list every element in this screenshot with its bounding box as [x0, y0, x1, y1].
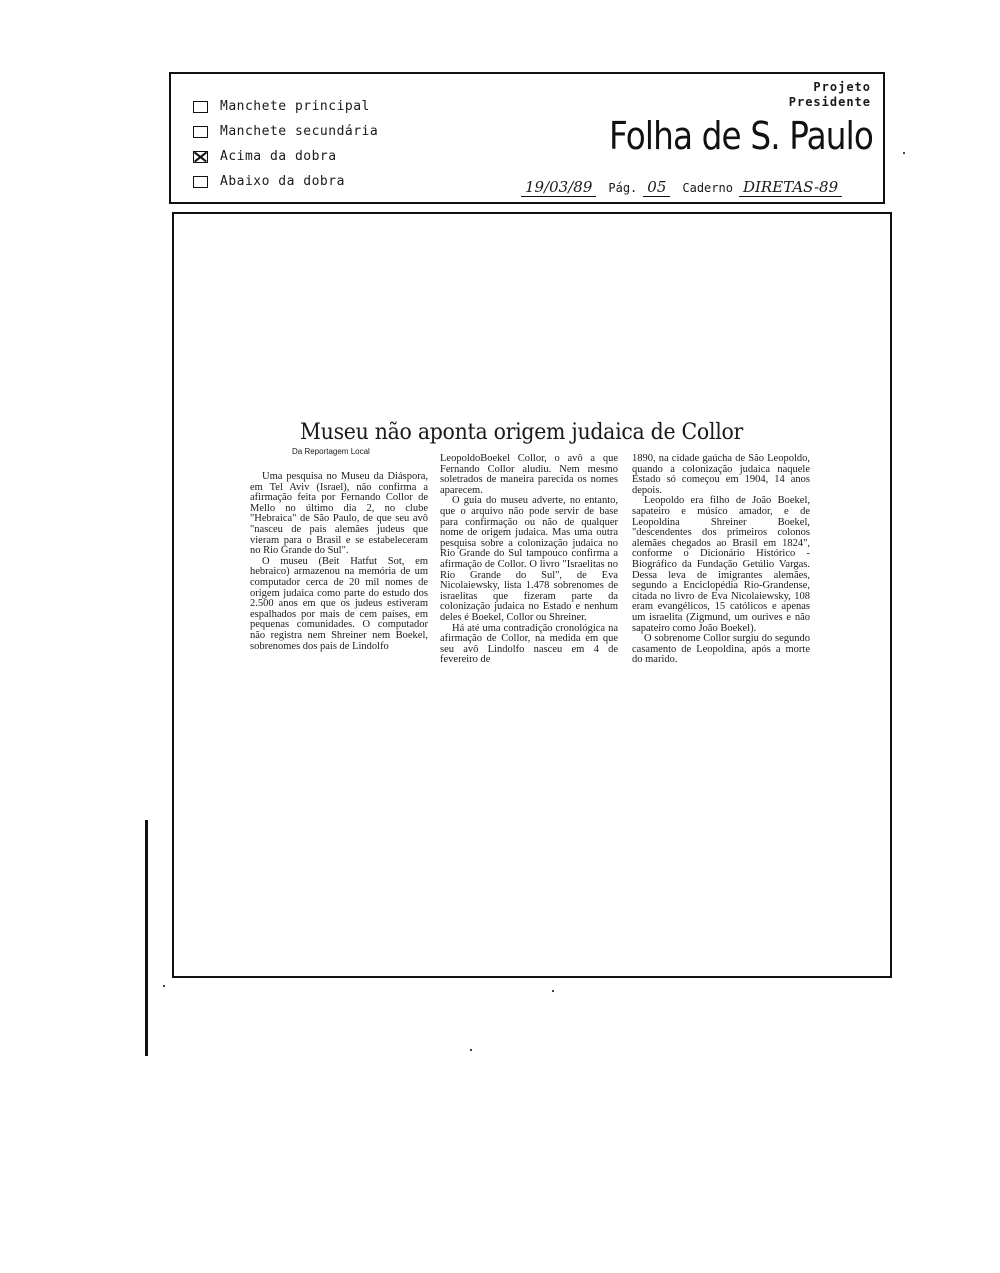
article-column-3: [632, 454, 810, 666]
scan-speck: [163, 985, 165, 987]
classification-checklist: [193, 94, 378, 194]
paragraph: LeopoldoBoekel Collor, o avô a que Fernando Collor aludiu. Nem mesmo soletrados de maneira parecida os nomes aparecem.: [440, 453, 618, 496]
paragraph: O guia do museu adverte, no entanto, que o arquivo não pode servir de base para confirmação ou não de qualquer nome de origem judaica. Mas uma outra pesquisa sobre a colonização judaica no Rio Grande do Sul tampouco confirma a afirmação de Collor. O livro "Israelitas no Rio Grande do Sul", de Eva Nicolaiewsky, lista 1.478 sobrenomes de israelitas que fizeram parte da colonização judaica no Estado e nenhum deles é Boekel, Collor ou Shreiner.: [440, 495, 618, 623]
checklist-label: Acima da dobra: [220, 149, 337, 164]
paragraph: O sobrenome Collor surgiu do segundo casamento de Leopoldina, após a morte do marido.: [632, 633, 810, 666]
article-column-2: [440, 454, 618, 666]
scan-margin-rule: [145, 820, 148, 1056]
paragraph: 1890, na cidade gaúcha de São Leopoldo, quando a colonização judaica naquele Estado só começou em 1904, 14 anos depois.: [632, 453, 810, 496]
section-field: DIRETAS-89: [739, 178, 842, 197]
scan-speck: [552, 990, 554, 992]
checklist-label: Abaixo da dobra: [220, 174, 345, 189]
checklist-item: [193, 94, 378, 119]
scan-speck: [903, 152, 905, 154]
date-field: 19/03/89: [521, 178, 596, 197]
project-label: [789, 80, 871, 110]
article-byline: Da Reportagem Local: [292, 447, 370, 456]
clipping-meta: [521, 178, 881, 197]
checkbox-manchete-principal[interactable]: [193, 101, 208, 113]
article-column-1: [250, 472, 428, 652]
clipping-header: [169, 72, 885, 204]
checklist-label: Manchete principal: [220, 99, 370, 114]
project-line-2: Presidente: [788, 95, 871, 109]
section-label: Caderno: [682, 181, 733, 195]
checklist-item: [193, 144, 378, 169]
page-field: 05: [643, 178, 670, 197]
project-line-1: Projeto: [813, 80, 871, 94]
paragraph: Uma pesquisa no Museu da Diáspora, em Tel Aviv (Israel), não confirma a afirmação feita por Fernando Collor de Mello no último dia 2, no clube "Hebraica" de São Paulo, de que seu avô "nasceu de pais alemães judeus que vieram para o Brasil e se estabeleceram no Rio Grande do Sul".: [250, 471, 428, 557]
checkbox-abaixo-da-dobra[interactable]: [193, 176, 208, 188]
checklist-item: [193, 119, 378, 144]
paragraph: Leopoldo era filho de João Boekel, sapateiro e músico amador, e de Leopoldina Shreiner Boekel, "descendentes dos primeiros colonos alemães chegados ao Brasil em 1824", conforme o Dicionário Histórico -Biográfico da Fundação Getúlio Vargas. Dessa leva de imigrantes alemães, segundo a Enciclopédia Rio-Grandense, citada no livro de Eva Nicolaiewsky, 108 eram evangélicos, 15 católicos e apenas um israelita (Zigmund, um ourives e não sapateiro como João Boekel).: [632, 495, 810, 634]
paragraph: Há até uma contradição cronológica na afirmação de Collor, na medida em que seu avô Lindolfo nasceu em 4 de fevereiro de: [440, 622, 618, 666]
paragraph: O museu (Beit Hatfut Sot, em hebraico) armazenou na memória de um computador cerca de 20 mil nomes de origem judaica como parte do estudo dos 2.500 anos em que os judeus estiveram espalhados por mais de cem países, em pequenas comunidades. O computador não registra nem Shreiner nem Boekel, sobrenomes dos pais de Lindolfo: [250, 555, 428, 652]
article-headline: Museu não aponta origem judaica de Collor: [300, 420, 744, 445]
checkbox-manchete-secundaria[interactable]: [193, 126, 208, 138]
checklist-label: Manchete secundária: [220, 124, 379, 139]
checkbox-acima-da-dobra[interactable]: [193, 151, 208, 163]
page-label: Pág.: [608, 181, 638, 195]
newspaper-masthead: Folha de S. Paulo: [608, 114, 873, 158]
scan-speck: [470, 1049, 472, 1051]
checklist-item: [193, 169, 378, 194]
